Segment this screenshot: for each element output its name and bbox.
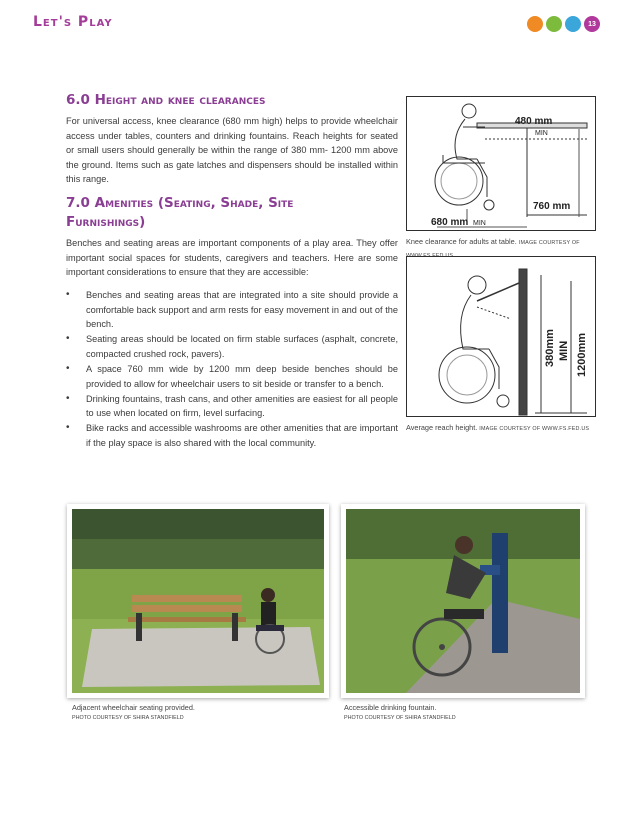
blue-dot bbox=[565, 16, 581, 32]
photo-2-credit: PHOTO COURTESY OF SHIRA STANDFIELD bbox=[344, 715, 456, 721]
reach-height-drawing bbox=[407, 257, 596, 417]
bench-photo-image bbox=[72, 509, 324, 693]
list-item: • Drinking fountains, trash cans, and other amenities are easiest for all people to use when located on firm, level surfacing. bbox=[66, 392, 398, 421]
figure-2-caption bbox=[406, 422, 598, 435]
list-item: • A space 760 mm wide by 1200 mm deep beside benches should be provided to allow for wheelchair users to sit beside or transfer to a bench. bbox=[66, 362, 398, 391]
list-item: • Seating areas should be located on firm stable surfaces (asphalt, concrete, compacted crushed rock, pavers). bbox=[66, 332, 398, 361]
fountain-photo-image bbox=[346, 509, 580, 693]
photo-2-caption bbox=[344, 703, 584, 723]
header-dots bbox=[527, 16, 600, 32]
photo-1-caption bbox=[72, 703, 322, 723]
bench-photo bbox=[67, 504, 329, 698]
label-min-top: MIN bbox=[535, 130, 548, 137]
label-min: MIN bbox=[558, 340, 570, 361]
figure-2-credit: IMAGE COURTESY OF WWW.FS.FED.US bbox=[479, 426, 590, 432]
list-item: • Benches and seating areas that are integrated into a site should provide a comfortable back support and arm rests for easy movement in and out of the bench. bbox=[66, 288, 398, 332]
amenities-list bbox=[66, 288, 398, 451]
label-380mm: 380mm bbox=[544, 329, 556, 367]
section-7-intro: Benches and seating areas are important components of a play area. They offer important social spaces for students, caregivers and teachers. Here are some important considerations to ensure that they are accessible: bbox=[66, 238, 398, 278]
figure-2-caption-text: Average reach height. bbox=[406, 423, 478, 432]
figure-1-credit: IMAGE COURTESY OF bbox=[518, 240, 580, 246]
label-1200mm: 1200mm bbox=[576, 332, 588, 377]
orange-dot bbox=[527, 16, 543, 32]
section-7-heading: 7.0 Amenities (Seating, Shade, Site Furnishings) bbox=[66, 195, 294, 230]
green-dot bbox=[546, 16, 562, 32]
label-680mm: 680 mm bbox=[431, 217, 469, 228]
photo-1-caption-text: Adjacent wheelchair seating provided. bbox=[72, 703, 195, 712]
label-760mm: 760 mm bbox=[533, 201, 571, 212]
section-6-heading: 6.0 Height and knee clearances bbox=[66, 92, 266, 108]
fountain-photo bbox=[341, 504, 585, 698]
label-min-bottom: MIN bbox=[473, 220, 486, 227]
reach-height-diagram bbox=[406, 256, 596, 417]
header-title: Let's Play bbox=[33, 14, 113, 30]
section-6-body: For universal access, knee clearance (680 mm high) helps to provide wheelchair access under tables, counters and drinking fountains. Reach heights for seated or small users should generally be within the range of 380 mm- 1200 mm above the ground. Items such as gate latches and dispensers should be installed within this range. bbox=[66, 116, 398, 185]
knee-clearance-diagram bbox=[406, 96, 596, 231]
page-number: 13 bbox=[584, 16, 600, 32]
list-item: • Bike racks and accessible washrooms are other amenities that are important if the play space is also shared with the local community. bbox=[66, 421, 398, 450]
label-480mm: 480 mm bbox=[515, 116, 553, 127]
knee-clearance-drawing bbox=[407, 97, 596, 231]
photo-1-credit: PHOTO COURTESY OF SHIRA STANDFIELD bbox=[72, 715, 184, 721]
photo-2-caption-text: Accessible drinking fountain. bbox=[344, 703, 437, 712]
figure-1-caption-text: Knee clearance for adults at table. bbox=[406, 237, 517, 246]
